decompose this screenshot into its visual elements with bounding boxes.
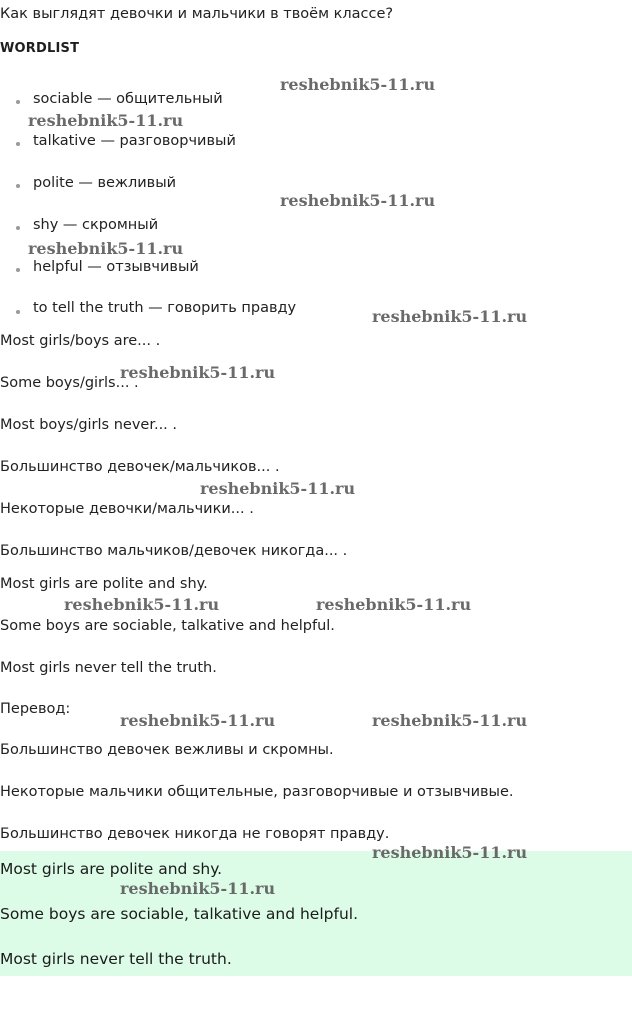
watermark: reshebnik5-11.ru [120, 879, 276, 898]
template-ru: Большинство мальчиков/девочек никогда... . [0, 543, 348, 559]
watermark: reshebnik5-11.ru [64, 595, 220, 614]
watermark: reshebnik5-11.ru [372, 843, 528, 862]
watermark: reshebnik5-11.ru [372, 711, 528, 730]
template-en: Most girls/boys are... . [0, 333, 161, 349]
template-en: Some boys/girls... . [0, 375, 139, 391]
bullet-marker [16, 310, 20, 314]
template-en: Most boys/girls never... . [0, 417, 178, 433]
template-ru: Большинство девочек/мальчиков... . [0, 459, 280, 475]
watermark: reshebnik5-11.ru [316, 595, 472, 614]
bullet-marker [16, 226, 20, 230]
bullet-marker [16, 100, 20, 104]
watermark: reshebnik5-11.ru [120, 711, 276, 730]
watermark: reshebnik5-11.ru [200, 479, 356, 498]
translation-label: Перевод: [0, 701, 71, 717]
bullet-marker [16, 184, 20, 188]
answer-ru-line: Некоторые мальчики общительные, разговорчивые и отзывчивые. [0, 784, 514, 800]
wordlist-item: helpful — отзывчивый [33, 259, 199, 275]
watermark: reshebnik5-11.ru [28, 111, 184, 130]
highlighted-answer-line: Most girls never tell the truth. [0, 950, 232, 968]
watermark: reshebnik5-11.ru [280, 75, 436, 94]
highlighted-answer-line: Some boys are sociable, talkative and helpful. [0, 905, 359, 923]
answer-en-line: Most girls are polite and shy. [0, 576, 208, 592]
wordlist-item: polite — вежливый [33, 175, 177, 191]
question-text: Как выглядят девочки и мальчики в твоём классе? [0, 6, 394, 22]
highlighted-answer-line: Most girls are polite and shy. [0, 860, 223, 878]
answer-en-line: Some boys are sociable, talkative and helpful. [0, 618, 335, 634]
wordlist-item: to tell the truth — говорить правду [33, 300, 297, 316]
watermark: reshebnik5-11.ru [28, 239, 184, 258]
answer-ru-line: Большинство девочек вежливы и скромны. [0, 742, 334, 758]
wordlist-item: sociable — общительный [33, 91, 223, 107]
answer-en-line: Most girls never tell the truth. [0, 660, 217, 676]
wordlist-item: shy — скромный [33, 217, 159, 233]
watermark: reshebnik5-11.ru [280, 191, 436, 210]
wordlist-heading: WORDLIST [0, 41, 80, 56]
wordlist-item: talkative — разговорчивый [33, 133, 236, 149]
template-ru: Некоторые девочки/мальчики... . [0, 501, 254, 517]
bullet-marker [16, 142, 20, 146]
bullet-marker [16, 268, 20, 272]
watermark: reshebnik5-11.ru [120, 363, 276, 382]
watermark: reshebnik5-11.ru [372, 307, 528, 326]
answer-ru-line: Большинство девочек никогда не говорят правду. [0, 826, 390, 842]
